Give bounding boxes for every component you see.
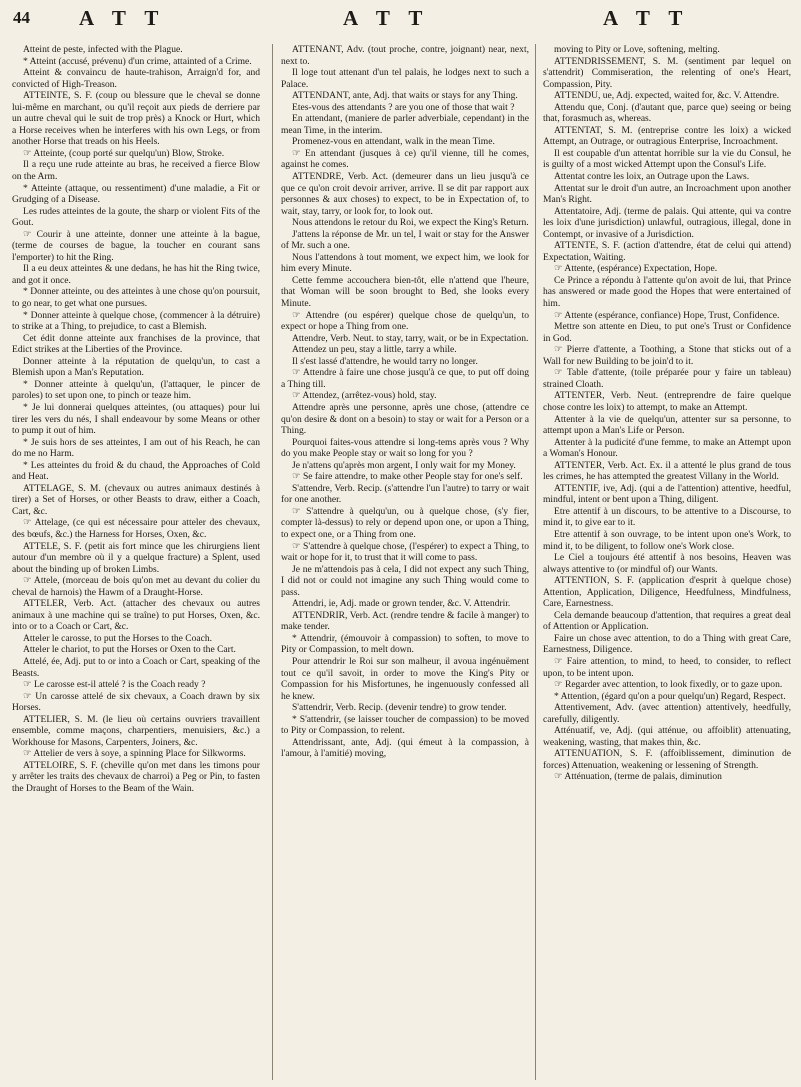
dictionary-entry: ☞ Attendre à faire une chose jusqu'à ce que, to put off doing a Thing till.: [281, 367, 529, 390]
dictionary-entry: Ce Prince a répondu à l'attente qu'on avoit de lui, that Prince has answered or made good the Hopes that were entertained of him.: [543, 274, 791, 310]
dictionary-entry: Nous l'attendons à tout moment, we expect him, we look for him every Minute.: [281, 251, 529, 275]
dictionary-entry: Donner atteinte à la réputation de quelqu'un, to cast a Blemish upon a Man's Reputation.: [12, 355, 260, 379]
dictionary-entry: Je n'attens qu'après mon argent, I only wait for my Money.: [292, 459, 516, 471]
dictionary-entry: ☞ Attelage, (ce qui est nécessaire pour atteler des chevaux, des bœufs, &c.) the Harness for Horses, Oxen, &c.: [12, 517, 260, 540]
dictionary-entry: Cela demande beaucoup d'attention, that requires a great deal of Attention or Application.: [543, 609, 791, 633]
dictionary-entry: ☞ Attelier de vers à soye, a spinning Place for Silkworms.: [23, 748, 246, 760]
dictionary-entry: ATTENUATION, S. F. (affoiblissement, diminution de forces) Attenuation, weakening or lessening of Strength.: [543, 748, 791, 771]
dictionary-entry: Il est coupable d'un attentat horrible sur la vie du Consul, he is guilty of a most wicked Attempt upon the Consul's Life.: [543, 147, 791, 171]
dictionary-entry: ☞ Faire attention, to mind, to heed, to consider, to reflect upon, to be intent upon.: [543, 655, 791, 679]
dictionary-entry: ☞ Regarder avec attention, to look fixedly, or to gaze upon.: [554, 679, 783, 691]
dictionary-entry: Le Ciel a toujours été attentif à nos besoins, Heaven was always attentive to (or mindful of) our Wants.: [543, 552, 791, 575]
dictionary-entry: * Donner atteinte à quelqu'un, (l'attaquer, le pincer de paroles) to set upon one, to pinch or teaze him.: [12, 378, 260, 402]
dictionary-entry: Pour attendrir le Roi sur son malheur, il avoua ingénuëment tout ce qu'il savoit, in order to move the King's Pity or Compassion for his Misfortunes, he ingenuously confessed all he knew.: [281, 655, 529, 702]
dictionary-entry: ATTELIER, S. M. (le lieu où certains ouvriers travaillent ensemble, comme maçons, charpentiers, menuisiers, &c.) a Workhouse for Masons, Carpenters, Joiners, &c.: [12, 713, 260, 748]
dictionary-entry: ☞ Le carosse est-il attelé ? is the Coach ready ?: [23, 679, 206, 691]
dictionary-entry: Atteint & convaincu de haute-trahison, Arraign'd for, and convicted of High-Treason.: [12, 67, 260, 90]
dictionary-entry: Cette femme accouchera bien-tôt, elle n'attend que l'heure, that Woman will be soon brought to Bed, she looks every Minute.: [281, 274, 529, 310]
dictionary-entry: ☞ Attele, (morceau de bois qu'on met au devant du colier du cheval de harnois) the Hawm of a Draught-Horse.: [12, 575, 260, 598]
dictionary-entry: ATTENTION, S. F. (application d'esprit à quelque chose) Attention, Application, Diligence, Heedfulness, Mindfulness, Care, Earnestness.: [543, 575, 791, 610]
dictionary-entry: Attelé, ée, Adj. put to or into a Coach or Cart, speaking of the Beasts.: [12, 655, 260, 679]
dictionary-entry: Il a reçu une rude atteinte au bras, he received a fierce Blow on the Arm.: [12, 159, 260, 183]
page-header: [0, 6, 801, 36]
dictionary-entry: Attentat contre les loix, an Outrage upon the Laws.: [554, 171, 750, 183]
running-head-center: A T T: [343, 6, 430, 30]
dictionary-entry: ☞ Table d'attente, (toile préparée pour y faire un tableau) strained Cloath.: [543, 367, 791, 390]
column-right: [543, 44, 791, 1082]
dictionary-entry: Nous attendons le retour du Roi, we expect the King's Return.: [292, 217, 529, 229]
dictionary-entry: moving to Pity or Love, softening, melting.: [554, 44, 720, 55]
dictionary-entry: S'attendrir, Verb. Recip. (devenir tendre) to grow tender.: [292, 702, 507, 714]
dictionary-entry: Je ne m'attendois pas à cela, I did not expect any such Thing, I did not or could not imagine any such Thing would come to pass.: [281, 563, 529, 598]
dictionary-entry: ATTENDRIR, Verb. Act. (rendre tendre & facile à manger) to make tender.: [281, 609, 529, 633]
dictionary-entry: ☞ Se faire attendre, to make other People stay for one's self.: [292, 471, 523, 483]
running-head-right: A T T: [603, 6, 690, 30]
column-rule-left: [272, 44, 273, 1080]
dictionary-entry: ☞ S'attendre à quelque chose, (l'espérer) to expect a Thing, to wait or hope for it, to trust that it will come to pass.: [281, 540, 529, 564]
dictionary-entry: ☞ Attendre (ou espérer) quelque chose de quelqu'un, to expect or hope a Thing from one.: [281, 309, 529, 333]
dictionary-entry: ☞ S'attendre à quelqu'un, ou à quelque chose, (s'y fier, compter là-dessus) to rely or depend upon one, or upon a Thing, to expect one, or a Thing from one.: [281, 505, 529, 540]
column-center: [281, 44, 529, 1082]
dictionary-entry: Attentivement, Adv. (avec attention) attentively, heedfully, carefully, diligently.: [543, 702, 791, 725]
dictionary-entry: Atténuatif, ve, Adj. (qui atténue, ou affoiblit) attenuating, weakening, wasting, that makes thin, &c.: [543, 725, 791, 748]
dictionary-entry: Attendri, ie, Adj. made or grown tender, &c. V. Attendrir.: [292, 598, 511, 610]
column-rule-right: [535, 44, 536, 1080]
dictionary-entry: ☞ Pierre d'attente, a Toothing, a Stone that sticks out of a Wall for new Building to be join'd to it.: [543, 344, 791, 367]
dictionary-entry: ATTELOIRE, S. F. (cheville qu'on met dans les timons pour y arrêter les traits des chevaux de charroi) a Peg or Pin, to fasten the Draught of Horses to the Beam of the Wain.: [12, 759, 260, 794]
dictionary-entry: Attenter à la vie de quelqu'un, attenter sur sa personne, to attempt upon a Man's Life or Person.: [543, 413, 791, 437]
dictionary-entry: ☞ Atteinte, (coup porté sur quelqu'un) Blow, Stroke.: [23, 147, 225, 159]
dictionary-entry: Atteler le carosse, to put the Horses to the Coach.: [23, 632, 213, 644]
dictionary-entry: Attendu que, Conj. (d'autant que, parce que) seeing or being that, forasmuch as, whereas.: [543, 101, 791, 125]
dictionary-entry: * Donner atteinte à quelque chose, (commencer à la détruire) to strike at a Thing, to prejudice, to cast a Blemish.: [12, 309, 260, 333]
dictionary-entry: Atteler le chariot, to put the Horses or Oxen to the Cart.: [23, 644, 236, 656]
dictionary-entry: ATTEINTE, S. F. (coup ou blessure que le cheval se donne lui-même en marchant, ou qu'il reçoit aux pieds de derriere par un autre cheval qui le suit de trop près) a Knock or Hurt, which a Horse receives when he interferes with his own Legs, or from another Horse that treads on his Heels.: [12, 90, 260, 148]
dictionary-entry: * Attendrir, (émouvoir à compassion) to soften, to move to Pity or Compassion, to melt down.: [281, 632, 529, 656]
dictionary-entry: Attentatoire, Adj. (terme de palais. Qui attente, qui va contre les loix d'une jurisdiction) unlawful, outragious, illegal, done in Contempt, or invasive of a Jurisdiction.: [543, 205, 791, 240]
dictionary-entry: Etre attentif à un discours, to be attentive to a Discourse, to mind it, to give ear to it.: [543, 505, 791, 529]
dictionary-entry: ATTENTAT, S. M. (entreprise contre les loix) a wicked Attempt, an Outrage, or outragious Enterprise, Incroachment.: [543, 124, 791, 148]
dictionary-entry: Il a eu deux atteintes & une dedans, he has hit the Ring twice, and got it once.: [12, 263, 260, 286]
dictionary-entry: ATTENTER, Verb. Neut. (entreprendre de faire quelque chose contre les loix) to attempt, to make an Attempt.: [543, 390, 791, 413]
running-head-left: A T T: [79, 6, 166, 30]
dictionary-entry: ATTENTIF, ive, Adj. (qui a de l'attention) attentive, heedful, mindful, intent or bent upon a Thing, diligent.: [543, 482, 791, 506]
dictionary-entry: Atteint de peste, infected with the Plague.: [23, 44, 183, 55]
dictionary-entry: Etre attentif à son ouvrage, to be intent upon one's Work, to mind it, to be diligent, to follow one's Work close.: [543, 528, 791, 552]
dictionary-entry: * Atteint (accusé, prévenu) d'un crime, attainted of a Crime.: [23, 55, 252, 67]
dictionary-entry: ATTENTE, S. F. (action d'attendre, état de celui qui attend) Expectation, Waiting.: [543, 240, 791, 263]
dictionary-entry: Attenter à la pudicité d'une femme, to make an Attempt upon a Woman's Honour.: [543, 436, 791, 460]
dictionary-entry: Il s'est lassé d'attendre, he would tarry no longer.: [292, 355, 478, 367]
column-left: [12, 44, 260, 1082]
dictionary-entry: ☞ Attendez, (arrêtez-vous) hold, stay.: [292, 390, 437, 402]
dictionary-entry: * S'attendrir, (se laisser toucher de compassion) to be moved to Pity or Compassion, to relent.: [281, 713, 529, 737]
dictionary-entry: Attendre après une personne, après une chose, (attendre ce qu'on desire & dont on a besoin) to stay or wait for a Person or a Thing.: [281, 401, 529, 437]
dictionary-entry: ATTENDRISSEMENT, S. M. (sentiment par lequel on s'attendrit) Commiseration, the relenting of one's Heart, Compassion, Pity.: [543, 55, 791, 90]
dictionary-entry: ATTENDRE, Verb. Act. (demeurer dans un lieu jusqu'à ce que ce qu'on croit devoir arriver, arrive. Il se dit par rapport aux personnes & aux choses) to expect, to be in Expectation of, to wait, stay, tarry, or look for, to look out.: [281, 171, 529, 217]
dictionary-entry: ☞ Attente, (espérance) Expectation, Hope.: [554, 263, 718, 275]
dictionary-entry: Attendez un peu, stay a little, tarry a while.: [292, 344, 457, 356]
dictionary-entry: * Donner atteinte, ou des atteintes à une chose qu'on poursuit, to go near, to get what one pursues.: [12, 286, 260, 310]
dictionary-entry: Etes-vous des attendants ? are you one of those that wait ?: [292, 101, 515, 113]
dictionary-entry: ☞ Atténuation, (terme de palais, diminution: [554, 771, 722, 783]
dictionary-entry: Attendre, Verb. Neut. to stay, tarry, wait, or be in Expectation.: [292, 332, 529, 344]
dictionary-entry: Promenez-vous en attendant, walk in the mean Time.: [292, 136, 495, 148]
dictionary-entry: ATTELER, Verb. Act. (attacher des chevaux ou autres animaux à une machine qui se traîne) to put Horses, Oxen, &c. into or to a Coach or Cart, &c.: [12, 598, 260, 633]
dictionary-entry: * Atteinte (attaque, ou ressentiment) d'une maladie, a Fit or Grudging of a Disease.: [12, 182, 260, 206]
dictionary-entry: ☞ Attente (espérance, confiance) Hope, Trust, Confidence.: [554, 309, 780, 321]
dictionary-entry: ATTENANT, Adv. (tout proche, contre, joignant) near, next, next to.: [281, 44, 529, 67]
dictionary-entry: Les rudes atteintes de la goute, the sharp or violent Fits of the Gout.: [12, 205, 260, 229]
dictionary-entry: ATTELAGE, S. M. (chevaux ou autres animaux destinés à tirer) a Set of Horses, or other Beasts to draw, either a Coach, Cart, &c.: [12, 482, 260, 517]
dictionary-entry: * Attention, (égard qu'on a pour quelqu'un) Regard, Respect.: [554, 690, 786, 702]
dictionary-entry: S'attendre, Verb. Recip. (s'attendre l'un l'autre) to tarry or wait for one another.: [281, 482, 529, 506]
dictionary-entry: * Je lui donnerai quelques atteintes, (ou attaques) pour lui tirer les vers du nés, I shall endeavour by some Means or other to pump it out of him.: [12, 401, 260, 437]
dictionary-entry: ATTENTER, Verb. Act. Ex. il a attenté le plus grand de tous les crimes, he has attempted the greatest Villany in the World.: [543, 459, 791, 483]
dictionary-entry: Attendrissant, ante, Adj. (qui émeut à la compassion, à l'amour, à l'amitié) moving,: [281, 736, 529, 760]
page-number: 44: [13, 8, 30, 27]
dictionary-entry: Faire un chose avec attention, to do a Thing with great Care, Earnestness, Diligence.: [543, 632, 791, 656]
dictionary-entry: * Je suis hors de ses atteintes, I am out of his Reach, he can do me no Harm.: [12, 436, 260, 460]
dictionary-entry: ATTELE, S. F. (petit ais fort mince que les chirurgiens lient autour d'un membre où il y a quelque fracture) a Splent, used about the binding up of broken Limbs.: [12, 540, 260, 575]
dictionary-entry: Pourquoi faites-vous attendre si long-tems après vous ? Why do you make People stay or wait so long for you ?: [281, 436, 529, 460]
dictionary-entry: ☞ En attendant (jusques à ce) qu'il vienne, till he comes, against he comes.: [281, 147, 529, 171]
dictionary-entry: J'attens la réponse de Mr. un tel, I wait or stay for the Answer of Mr. such a one.: [281, 228, 529, 252]
dictionary-entry: Cet édit donne atteinte aux franchises de la province, that Edict strikes at the Liberties of the Province.: [12, 332, 260, 356]
dictionary-entry: * Les atteintes du froid & du chaud, the Approaches of Cold and Heat.: [12, 459, 260, 483]
dictionary-entry: ☞ Un carosse attelé de six chevaux, a Coach drawn by six Horses.: [12, 690, 260, 714]
dictionary-entry: En attendant, (maniere de parler adverbiale, cependant) in the mean Time, in the interim.: [281, 113, 529, 136]
dictionary-entry: ATTENDU, ue, Adj. expected, waited for, &c. V. Attendre.: [554, 90, 780, 102]
dictionary-entry: Il loge tout attenant d'un tel palais, he lodges next to such a Palace.: [281, 67, 529, 90]
dictionary-entry: Attentat sur le droit d'un autre, an Incroachment upon another Man's Right.: [543, 182, 791, 206]
dictionary-entry: Mettre son attente en Dieu, to put one's Trust or Confidence in God.: [543, 321, 791, 344]
dictionary-entry: ATTENDANT, ante, Adj. that waits or stays for any Thing.: [292, 90, 518, 102]
dictionary-entry: ☞ Courir à une atteinte, donner une atteinte à la bague, (terme de courses de bague, la toucher en courant sans l'emporter) to hit the Ring.: [12, 228, 260, 263]
